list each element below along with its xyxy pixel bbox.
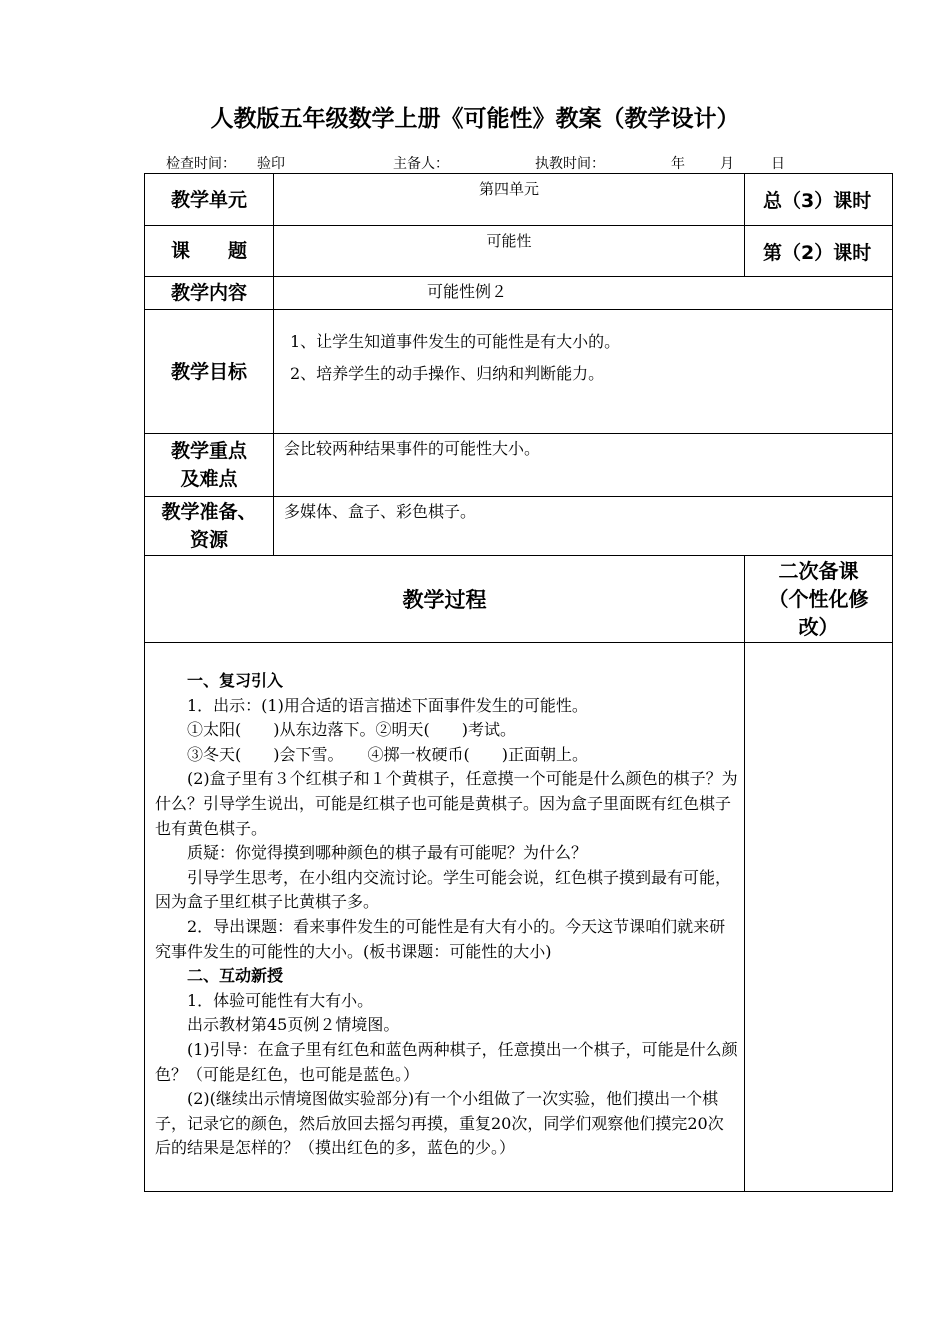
day-label: 日 xyxy=(771,156,785,172)
teach-time-label: 执教时间： xyxy=(535,156,605,172)
month-label: 月 xyxy=(720,156,734,172)
preparation-label-line1: 教学准备、 xyxy=(161,501,257,523)
process-header: 教学过程 xyxy=(145,556,745,643)
preparation-value: 多媒体、盒子、彩色棋子。 xyxy=(274,497,893,556)
unit-label: 教学单元 xyxy=(145,174,274,226)
second-prep-header xyxy=(745,556,893,643)
topic-value: 可能性 xyxy=(274,226,745,277)
second-prep-line3: 改） xyxy=(798,615,839,639)
preparer-label: 主备人： xyxy=(393,156,449,172)
key-points-label-line2: 及难点 xyxy=(180,468,238,490)
check-time-label: 检查时间： xyxy=(166,156,236,172)
process-paragraph: 2．导出课题：看来事件发生的可能性是有大有小的。今天这节课咱们就来研究事件发生的可能性的大小。(板书课题：可能性的大小) xyxy=(155,916,726,961)
lesson-number: 第（2）课时 xyxy=(745,226,893,277)
verify-label: 验印 xyxy=(257,156,285,172)
section-heading: 一、复习引入 xyxy=(187,671,284,690)
second-prep-body xyxy=(745,643,893,1192)
process-paragraph: 引导学生思考，在小组内交流讨论。学生可能会说，红色棋子摸到最有可能，因为盒子里红棋子比黄棋子多。 xyxy=(155,867,732,912)
content-value: 可能性例２ xyxy=(274,277,893,310)
lesson-plan-table xyxy=(144,173,893,1192)
key-points-label xyxy=(145,434,274,497)
unit-value: 第四单元 xyxy=(274,174,745,226)
second-prep-line1: 二次备课 xyxy=(778,559,859,583)
preparation-label xyxy=(145,497,274,556)
process-paragraph: 1．出示：(1)用合适的语言描述下面事件发生的可能性。 xyxy=(187,695,588,715)
process-paragraph: 1．体验可能性有大有小。 xyxy=(187,990,374,1010)
process-paragraph: (1)引导：在盒子里有红色和蓝色两种棋子，任意摸出一个棋子，可能是什么颜色？（可能是红色，也可能是蓝色。） xyxy=(155,1039,738,1084)
goal-label: 教学目标 xyxy=(145,310,274,434)
topic-label: 课 题 xyxy=(145,226,274,277)
section-heading: 二、互动新授 xyxy=(187,966,284,986)
key-points-label-line1: 教学重点 xyxy=(170,440,247,462)
process-paragraph: 出示教材第45页例２情境图。 xyxy=(187,1015,400,1035)
total-lessons: 总（3）课时 xyxy=(745,174,893,226)
content-label: 教学内容 xyxy=(145,277,274,310)
page-title: 人教版五年级数学上册《可能性》教案（教学设计） xyxy=(210,106,740,132)
process-body xyxy=(145,643,745,1192)
goal-list xyxy=(274,310,893,434)
process-paragraph: ③冬天( )会下雪。 ④掷一枚硬币( )正面朝上。 xyxy=(187,744,588,764)
goal-item-1: 1、让学生知道事件发生的可能性是有大小的。 xyxy=(290,332,621,351)
goal-item-2: 2、培养学生的动手操作、归纳和判断能力。 xyxy=(290,364,605,383)
year-label: 年 xyxy=(671,156,685,172)
process-paragraph: 质疑：你觉得摸到哪种颜色的棋子最有可能呢？为什么？ xyxy=(187,843,588,863)
key-points-value: 会比较两种结果事件的可能性大小。 xyxy=(274,434,893,497)
preparation-label-line2: 资源 xyxy=(189,529,228,551)
process-paragraph: (2)盒子里有３个红棋子和１个黄棋子，任意摸一个可能是什么颜色的棋子？为什么？引导学生说出，可能是红棋子也可能是黄棋子。因为盒子里面既有红色棋子也有黄色棋子。 xyxy=(155,769,738,838)
process-paragraph: ①太阳( )从东边落下。②明天( )考试。 xyxy=(187,720,516,740)
second-prep-line2: （个性化修 xyxy=(768,587,869,611)
process-paragraph: (2)(继续出示情境图做实验部分)有一个小组做了一次实验，他们摸出一个棋子，记录它的颜色，然后放回去摇匀再摸，重复20次，同学们观察他们摸完20次后的结果是怎样的？（摸出红色的多，蓝色的少。） xyxy=(155,1089,724,1158)
